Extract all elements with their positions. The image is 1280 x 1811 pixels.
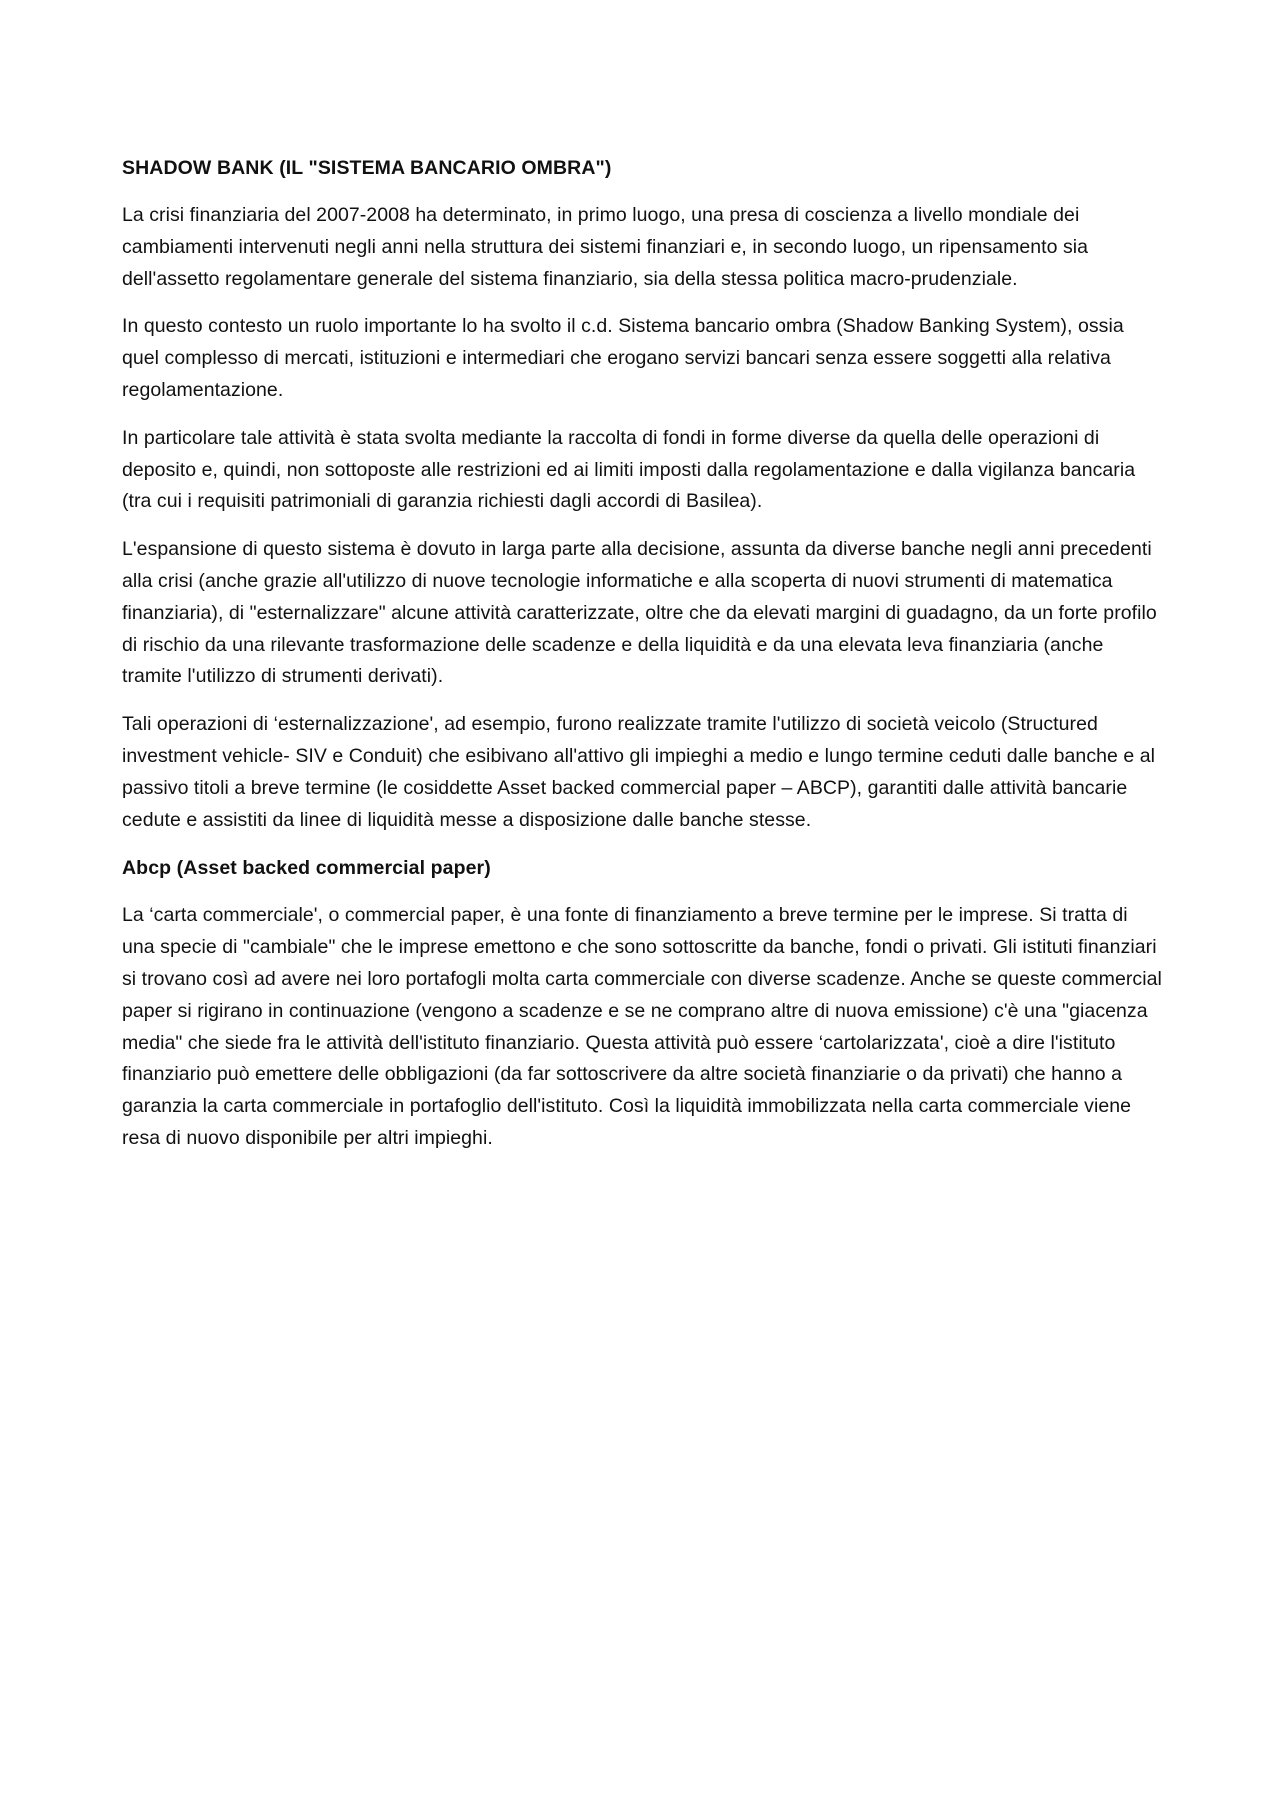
section-subheading: Abcp (Asset backed commercial paper): [122, 857, 491, 880]
document-title: SHADOW BANK (IL "SISTEMA BANCARIO OMBRA"): [122, 157, 612, 179]
paragraph-particolare: In particolare tale attività è stata svolta mediante la raccolta di fondi in forme diverse da quella delle operazioni di deposito e, quindi, non sottoposte alle restrizioni ed ai limiti imposti dalla regolamentazione e dalla vigilanza bancaria (tra cui i requisiti patrimoniali di garanzia richiesti dagli accordi di Basilea).: [122, 426, 1136, 513]
document-page: [122, 152, 1162, 1171]
paragraph-carta-commerciale: La ‘carta commerciale', o commercial paper, è una fonte di finanziamento a breve termine per le imprese. Si tratta di una specie di "cambiale" che le imprese emettono e che sono sottoscritte da banche, fondi o privati. Gli istituti finanziari si trovano così ad avere nei loro portafogli molta carta commerciale con diverse scadenze. Anche se queste commercial paper si rigirano in continuazione (vengono a scadenze e se ne comprano altre di nuova emissione) c'è una "giacenza media" che siede fra le attività dell'istituto finanziario. Questa attività può essere ‘cartolarizzata', cioè a dire l'istituto finanziario può emettere delle obbligazioni (da far sottoscrivere da altre società finanziarie o da privati) che hanno a garanzia la carta commerciale in portafoglio dell'istituto. Così la liquidità immobilizzata nella carta commerciale viene resa di nuovo disponibile per altri impieghi.: [122, 904, 1162, 1149]
paragraph-operazioni: Tali operazioni di ‘esternalizzazione', ad esempio, furono realizzate tramite l'utilizzo di società veicolo (Structured investment vehicle- SIV e Conduit) che esibivano all'attivo gli impieghi a medio e lungo termine ceduti dalle banche e al passivo titoli a breve termine (le cosiddette Asset backed commercial paper – ABCP), garantiti dalle attività bancarie cedute e assistiti da linee di liquidità messe a disposizione dalle banche stesse.: [122, 713, 1156, 831]
paragraph-contesto: In questo contesto un ruolo importante lo ha svolto il c.d. Sistema bancario ombra (Shadow Banking System), ossia quel complesso di mercati, istituzioni e intermediari che erogano servizi bancari senza essere soggetti alla relativa regolamentazione.: [122, 315, 1124, 401]
paragraph-crisi: La crisi finanziaria del 2007-2008 ha determinato, in primo luogo, una presa di coscienza a livello mondiale dei cambiamenti intervenuti negli anni nella struttura dei sistemi finanziari e, in secondo luogo, un ripensamento sia dell'assetto regolamentare generale del sistema finanziario, sia della stessa politica macro-prudenziale.: [122, 204, 1089, 290]
paragraph-espansione: L'espansione di questo sistema è dovuto in larga parte alla decisione, assunta da diverse banche negli anni precedenti alla crisi (anche grazie all'utilizzo di nuove tecnologie informatiche e alla scoperta di nuovi strumenti di matematica finanziaria), di "esternalizzare" alcune attività caratterizzate, oltre che da elevati margini di guadagno, da un forte profilo di rischio da una rilevante trasformazione delle scadenze e della liquidità e da una elevata leva finanziaria (anche tramite l'utilizzo di strumenti derivati).: [122, 538, 1157, 688]
